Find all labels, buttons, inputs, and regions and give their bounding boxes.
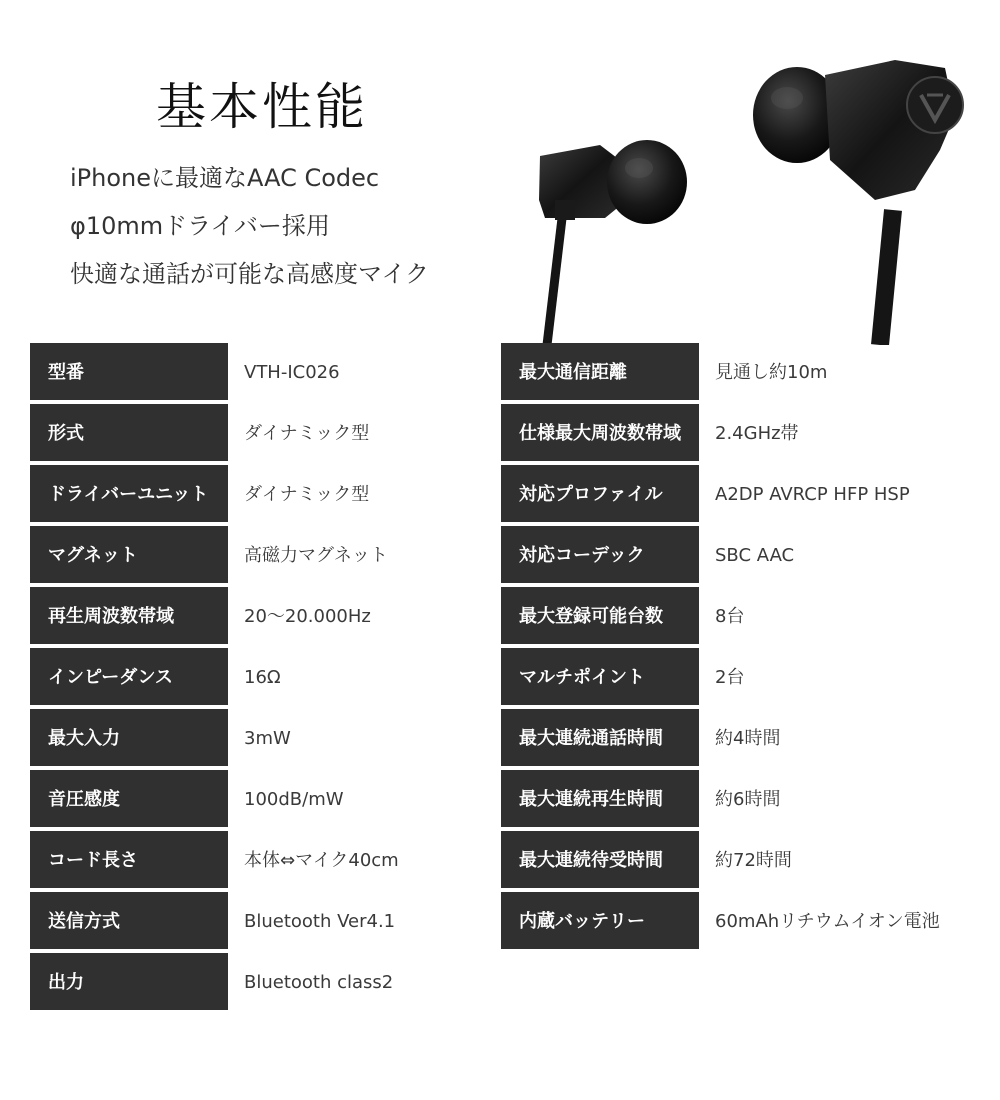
spec-value: ダイナミック型 (244, 423, 370, 444)
spec-label: 型番 (30, 343, 228, 402)
feature-item: iPhoneに最適なAAC Codec (70, 164, 380, 192)
spec-row (501, 404, 995, 465)
spec-value: ダイナミック型 (244, 484, 370, 505)
spec-label: 最大通信距離 (501, 343, 699, 402)
spec-value: 20～20.000Hz (244, 606, 371, 627)
feature-item: 快適な通話が可能な高感度マイク (70, 260, 430, 288)
earphones-icon (525, 40, 985, 345)
spec-label: 出力 (30, 953, 228, 1012)
product-image (525, 40, 985, 345)
spec-value: 約4時間 (715, 728, 781, 749)
spec-label: 仕様最大周波数帯域 (501, 404, 699, 463)
spec-row (30, 526, 499, 587)
spec-label: コード長さ (30, 831, 228, 890)
spec-label: 音圧感度 (30, 770, 228, 829)
spec-row (501, 465, 995, 526)
spec-label: 最大連続再生時間 (501, 770, 699, 829)
spec-row (501, 770, 995, 831)
spec-value: 2台 (715, 667, 745, 688)
spec-value: Bluetooth class2 (244, 972, 394, 993)
spec-row (30, 648, 499, 709)
feature-item: φ10mmドライバー採用 (70, 212, 330, 240)
spec-row (501, 831, 995, 892)
spec-row (30, 404, 499, 465)
spec-label: 最大登録可能台数 (501, 587, 699, 646)
page-title: 基本性能 (156, 78, 368, 136)
spec-row (30, 831, 499, 892)
spec-value: VTH-IC026 (244, 362, 340, 383)
spec-label: 形式 (30, 404, 228, 463)
spec-label: 最大連続待受時間 (501, 831, 699, 890)
spec-row (30, 465, 499, 526)
spec-row (501, 648, 995, 709)
spec-label: 最大連続通話時間 (501, 709, 699, 768)
spec-label: 対応コーデック (501, 526, 699, 585)
spec-value: 本体⇔マイク40cm (244, 850, 399, 871)
spec-row (30, 587, 499, 648)
spec-label: 再生周波数帯域 (30, 587, 228, 646)
spec-label: 最大入力 (30, 709, 228, 768)
spec-label: 内蔵バッテリー (501, 892, 699, 951)
spec-row (501, 343, 995, 404)
spec-row (30, 953, 499, 1014)
spec-value: 約72時間 (715, 850, 792, 871)
spec-value: SBC AAC (715, 545, 795, 566)
spec-row (501, 709, 995, 770)
spec-value: 16Ω (244, 667, 281, 688)
spec-table-left (30, 343, 499, 1014)
spec-value: 60mAhリチウムイオン電池 (715, 911, 940, 932)
spec-table-right (501, 343, 995, 953)
feature-list (70, 162, 429, 306)
spec-label: マルチポイント (501, 648, 699, 707)
spec-label: 対応プロファイル (501, 465, 699, 524)
spec-value: A2DP AVRCP HFP HSP (715, 484, 910, 505)
spec-value: 2.4GHz帯 (715, 423, 799, 444)
spec-label: インピーダンス (30, 648, 228, 707)
spec-value: 見通し約10m (715, 362, 828, 383)
spec-value: 3mW (244, 728, 291, 749)
spec-row (30, 770, 499, 831)
spec-label: マグネット (30, 526, 228, 585)
spec-label: ドライバーユニット (30, 465, 228, 524)
spec-row (501, 526, 995, 587)
spec-value: 8台 (715, 606, 745, 627)
spec-row (501, 892, 995, 953)
spec-row (30, 343, 499, 404)
spec-value: 100dB/mW (244, 789, 344, 810)
spec-row (501, 587, 995, 648)
spec-value: 高磁力マグネット (244, 545, 388, 566)
spec-row (30, 892, 499, 953)
spec-label: 送信方式 (30, 892, 228, 951)
spec-row (30, 709, 499, 770)
spec-value: Bluetooth Ver4.1 (244, 911, 396, 932)
spec-value: 約6時間 (715, 789, 781, 810)
